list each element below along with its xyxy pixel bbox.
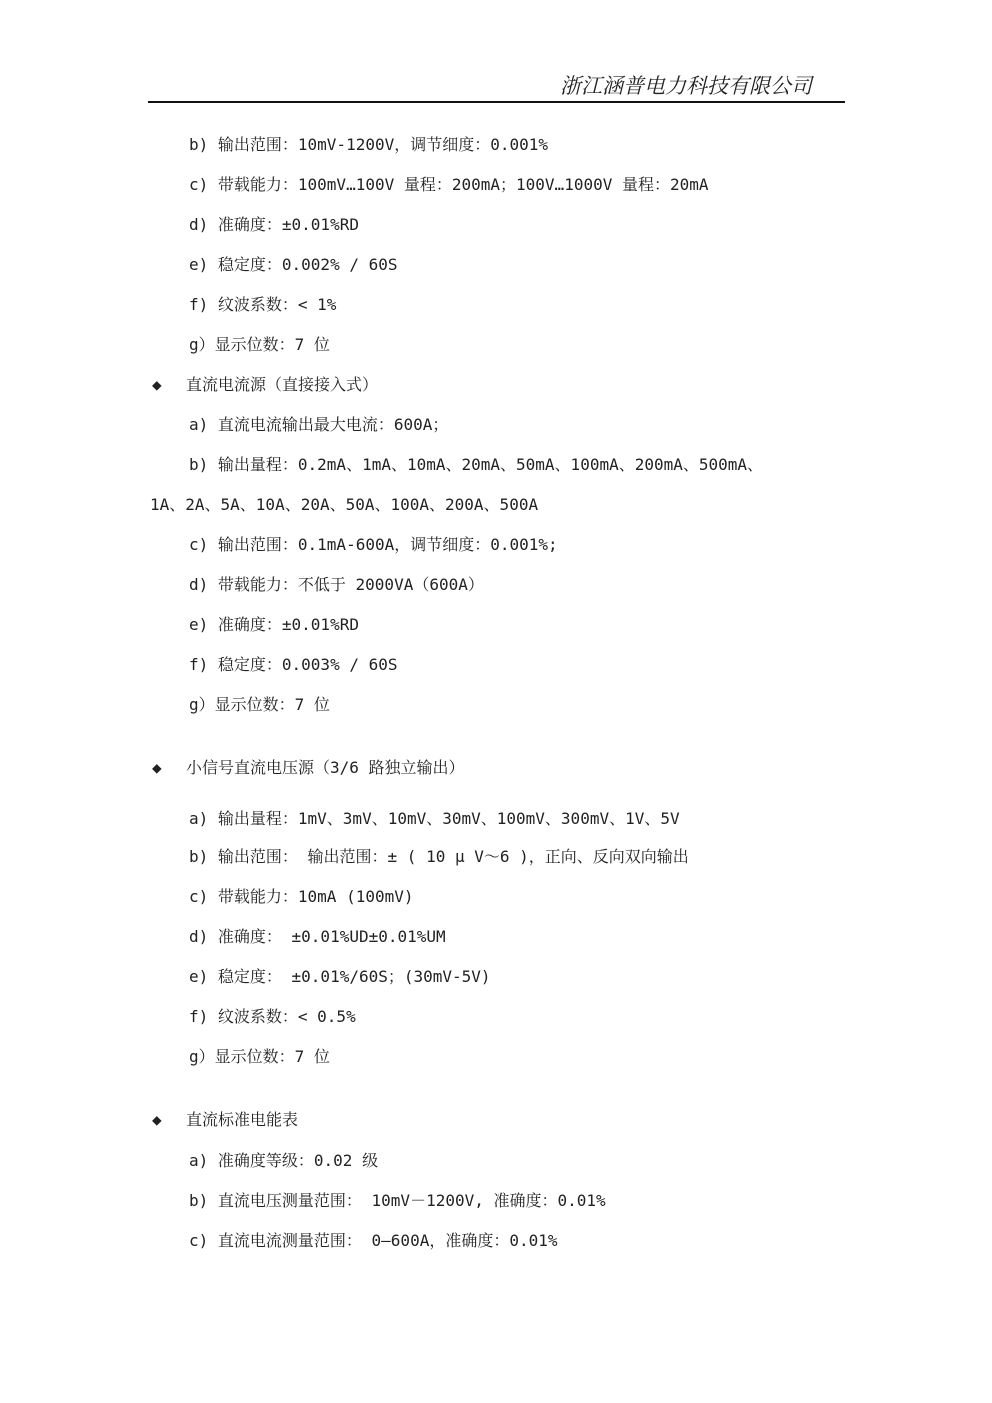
dc-current-item-a: a) 直流电流输出最大电流：600A；: [189, 415, 449, 434]
voltage-item-e: e) 稳定度：0.002% / 60S: [189, 255, 398, 274]
small-signal-item-b: b) 输出范围： 输出范围：± ( 10 μ V～6 )，正向、反向双向输出: [189, 847, 689, 866]
dc-current-item-b: b) 输出量程：0.2mA、1mA、10mA、20mA、50mA、100mA、200mA、500mA、: [189, 455, 764, 474]
section-heading-small-signal: [152, 757, 465, 779]
voltage-item-d: d) 准确度：±0.01%RD: [189, 215, 359, 234]
dc-current-item-b-cont: 1A、2A、5A、10A、20A、50A、100A、200A、500A: [150, 495, 539, 514]
energy-meter-item-a: a) 准确度等级：0.02 级: [189, 1151, 379, 1170]
section-title: 直流标准电能表: [186, 1110, 299, 1129]
section-heading-energy-meter: [152, 1109, 298, 1131]
section-title: 小信号直流电压源（3/6 路独立输出）: [186, 758, 465, 777]
small-signal-item-c: c) 带载能力：10mA (100mV): [189, 887, 414, 906]
dc-current-item-d: d) 带载能力：不低于 2000VA（600A）: [189, 575, 484, 594]
voltage-item-b: b) 输出范围：10mV-1200V，调节细度：0.001%: [189, 135, 549, 154]
company-name: 浙江涵普电力科技有限公司: [560, 74, 812, 98]
dc-current-item-f: f) 稳定度：0.003% / 60S: [189, 655, 398, 674]
dc-current-item-g: g）显示位数：7 位: [189, 695, 330, 714]
header-divider: [148, 101, 845, 103]
dc-current-item-c: c) 输出范围：0.1mA-600A，调节细度：0.001%;: [189, 535, 558, 554]
small-signal-item-a: a) 输出量程：1mV、3mV、10mV、30mV、100mV、300mV、1V、5V: [189, 809, 680, 828]
diamond-bullet-icon: ◆: [152, 758, 162, 777]
diamond-bullet-icon: ◆: [152, 1110, 162, 1129]
voltage-item-c: c) 带载能力：100mV…100V 量程：200mA；100V…1000V 量程：20mA: [189, 175, 709, 194]
energy-meter-item-b: b) 直流电压测量范围： 10mV－1200V, 准确度：0.01%: [189, 1191, 606, 1210]
small-signal-item-e: e) 稳定度： ±0.01%/60S；(30mV-5V): [189, 967, 491, 986]
section-title: 直流电流源（直接接入式）: [186, 375, 379, 394]
section-heading-dc-current: [152, 374, 378, 396]
energy-meter-item-c: c) 直流电流测量范围： 0—600A，准确度：0.01%: [189, 1231, 558, 1250]
voltage-item-g: g）显示位数：7 位: [189, 335, 330, 354]
voltage-item-f: f) 纹波系数：< 1%: [189, 295, 337, 314]
small-signal-item-f: f) 纹波系数：< 0.5%: [189, 1007, 356, 1026]
small-signal-item-d: d) 准确度： ±0.01%UD±0.01%UM: [189, 927, 446, 946]
dc-current-item-e: e) 准确度：±0.01%RD: [189, 615, 359, 634]
small-signal-item-g: g）显示位数：7 位: [189, 1047, 330, 1066]
diamond-bullet-icon: ◆: [152, 375, 162, 394]
